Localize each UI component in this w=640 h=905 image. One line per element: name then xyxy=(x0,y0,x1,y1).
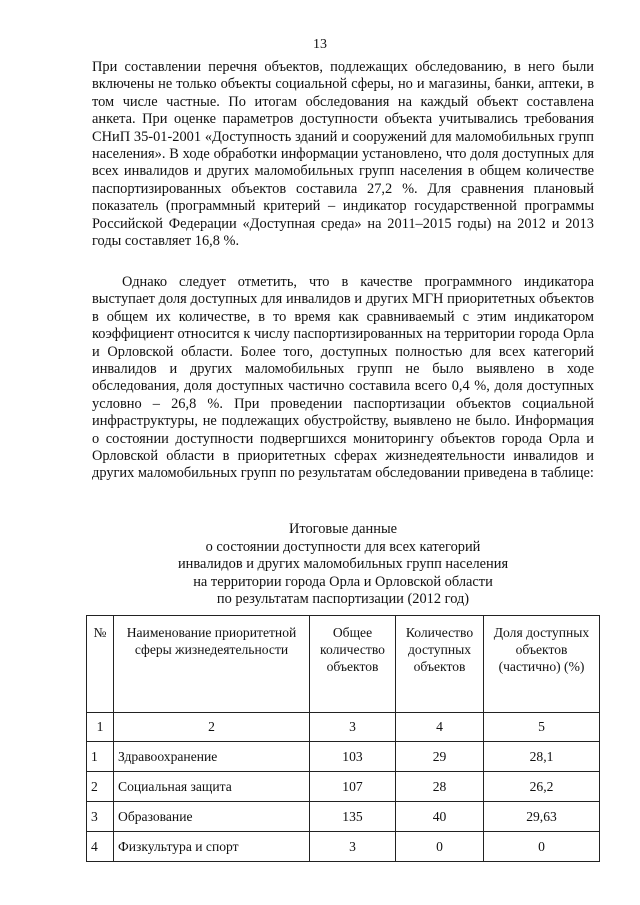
row-share: 29,63 xyxy=(484,802,600,832)
row-total: 3 xyxy=(310,832,396,862)
body-paragraph-1: При составлении перечня объектов, подлежащих обследованию, в него были включены не только объекты социальной сферы, но и магазины, банки, аптеки, в том числе частные. По итогам обследования на каждый объект составлена анкета. При оценке параметров доступности объекта учитывались требования СНиП 35-01-2001 «Доступность зданий и сооружений для маломобильных групп населения». В ходе обработки информации установлено, что доля доступных для всех инвалидов и других маломобильных групп населения в общем количестве паспортизированных объектов составила 27,2 %. Для сравнения плановый показатель (программный критерий – индикатор государственной программы Российской Федерации «Доступная среда» на 2011–2015 годы) на 2012 и 2013 годы составляет 16,8 %. xyxy=(92,59,594,250)
row-total: 135 xyxy=(310,802,396,832)
column-number: 5 xyxy=(484,713,600,742)
row-name: Здравоохранение xyxy=(114,742,310,772)
caption-line-4: на территории города Орла и Орловской области xyxy=(193,573,493,590)
row-total: 103 xyxy=(310,742,396,772)
row-accessible: 40 xyxy=(396,802,484,832)
row-num: 2 xyxy=(87,772,114,802)
body-paragraph-2: Однако следует отметить, что в качестве программного индикатора выступает доля доступных для инвалидов и других МГН приоритетных объектов в общем их количестве, в то время как сравниваемый с этим индикатором коэффициент относится к числу паспортизированных на территории города Орла и Орловской области. Более того, доступных полностью для всех категорий инвалидов и других маломобильных групп не было выявлено в ходе обследования, доля доступных частично составила всего 0,4 %, доля доступных условно – 26,8 %. При проведении паспортизации объектов социальной инфраструктуры, не подлежащих обустройству, выявлено не было. Информация о состоянии доступности подвергшихся мониторингу объектов города Орла и Орловской области в приоритетных сферах жизнедеятельности инвалидов и других маломобильных групп по результатам обследовании приведена в таблице: xyxy=(92,274,594,482)
table-header-row xyxy=(87,616,600,713)
column-number: 2 xyxy=(114,713,310,742)
row-name: Социальная защита xyxy=(114,772,310,802)
header-total: Общее количество объектов xyxy=(310,616,396,713)
header-accessible: Количество доступных объектов xyxy=(396,616,484,713)
table-caption xyxy=(92,521,594,609)
row-num: 1 xyxy=(87,742,114,772)
header-share: Доля доступных объектов (частично) (%) xyxy=(484,616,600,713)
table-row xyxy=(87,742,600,772)
column-number: 1 xyxy=(87,713,114,742)
row-accessible: 28 xyxy=(396,772,484,802)
table-row xyxy=(87,832,600,862)
row-accessible: 29 xyxy=(396,742,484,772)
header-name: Наименование приоритетной сферы жизнедеятельности xyxy=(114,616,310,713)
row-share: 0 xyxy=(484,832,600,862)
row-share: 28,1 xyxy=(484,742,600,772)
accessibility-table xyxy=(86,615,600,862)
table-row xyxy=(87,802,600,832)
column-number: 3 xyxy=(310,713,396,742)
row-accessible: 0 xyxy=(396,832,484,862)
row-num: 3 xyxy=(87,802,114,832)
header-num: № xyxy=(87,616,114,713)
row-name: Образование xyxy=(114,802,310,832)
caption-line-2: о состоянии доступности для всех категорий xyxy=(205,538,481,555)
caption-line-5: по результатам паспортизации (2012 год) xyxy=(216,591,470,608)
caption-line-1: Итоговые данные xyxy=(288,521,398,537)
row-share: 26,2 xyxy=(484,772,600,802)
row-num: 4 xyxy=(87,832,114,862)
row-total: 107 xyxy=(310,772,396,802)
column-number-row xyxy=(87,713,600,742)
row-name: Физкультура и спорт xyxy=(114,832,310,862)
column-number: 4 xyxy=(396,713,484,742)
page-number: 13 xyxy=(313,37,327,52)
table-row xyxy=(87,772,600,802)
caption-line-3: инвалидов и других маломобильных групп населения xyxy=(177,556,509,573)
